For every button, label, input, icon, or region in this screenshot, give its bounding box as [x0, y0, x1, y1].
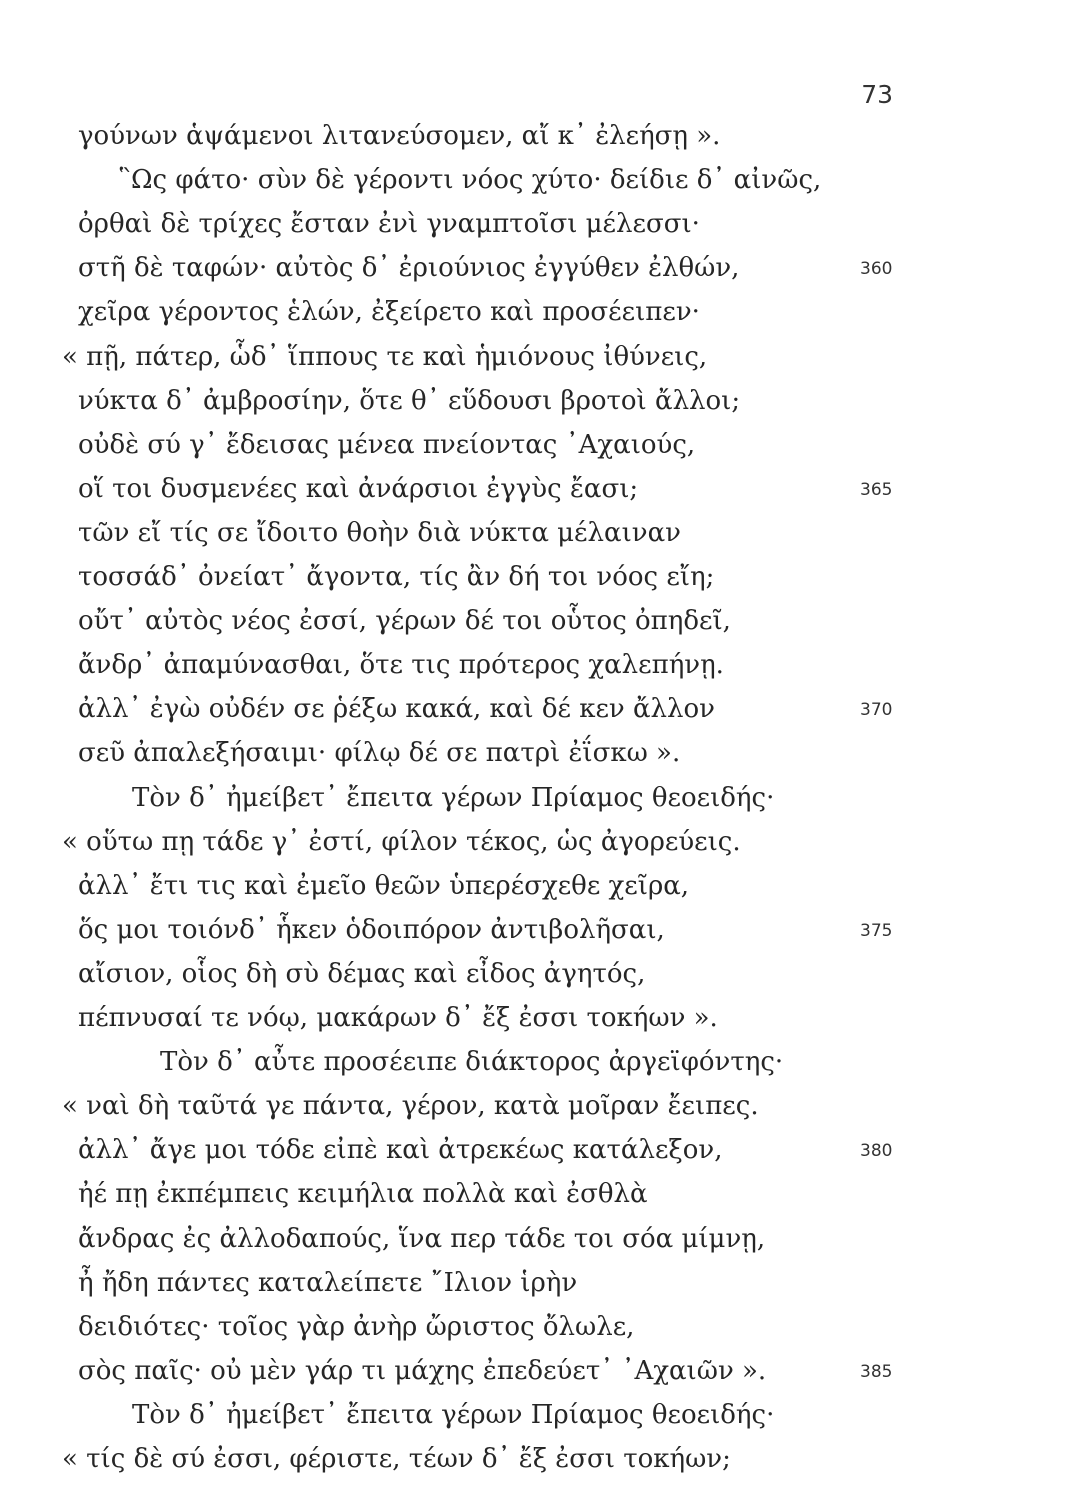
verse-line — [0, 250, 1089, 287]
verse-text: οὔτ᾿ αὐτὸς νέος ἐσσί, γέρων δέ τοι οὗτος ὀπηδεῖ, — [78, 606, 731, 637]
verse-text: σὸς παῖς· οὐ μὲν γάρ τι μάχης ἐπεδεύετ᾿ ᾿Αχαιῶν ». — [78, 1355, 767, 1386]
verse-text: δειδιότες· τοῖος γὰρ ἀνὴρ ὤριστος ὄλωλε, — [78, 1311, 635, 1342]
verse-text: Τὸν δ᾿ αὖτε προσέειπε διάκτορος ἀργεϊφόντης· — [160, 1047, 784, 1078]
verse-line — [0, 1265, 1089, 1302]
verse-line — [0, 868, 1089, 905]
verse-text: « ναὶ δὴ ταῦτά γε πάντα, γέρον, κατὰ μοῖραν ἔειπες. — [62, 1091, 759, 1122]
verse-line — [0, 339, 1089, 376]
verse-line — [0, 1441, 1089, 1478]
verse-text: οἵ τοι δυσμενέες καὶ ἀνάρσιοι ἐγγὺς ἔασι; — [78, 473, 639, 504]
verse-text: ὀρθαὶ δὲ τρίχες ἔσταν ἐνὶ γναμπτοῖσι μέλεσσι· — [78, 209, 700, 240]
verse-line — [0, 383, 1089, 420]
verse-line — [0, 427, 1089, 464]
verse-text: ὅς μοι τοιόνδ᾿ ἧκεν ὁδοιπόρον ἀντιβολῆσαι, — [78, 914, 665, 945]
page-number: 73 — [861, 80, 893, 109]
verse-line — [0, 647, 1089, 684]
verse-text: ἠέ πῃ ἐκπέμπεις κειμήλια πολλὰ καὶ ἐσθλὰ — [78, 1179, 648, 1210]
verse-text: ῝Ως φάτο· σὺν δὲ γέροντι νόος χύτο· δείδιε δ᾿ αἰνῶς, — [118, 165, 822, 196]
verse-line — [0, 1309, 1089, 1346]
verse-text: ἀλλ᾿ ἔτι τις καὶ ἐμεῖο θεῶν ὑπερέσχεθε χεῖρα, — [78, 870, 690, 901]
verse-line — [0, 294, 1089, 331]
verse-text: στῆ δὲ ταφών· αὐτὸς δ᾿ ἐριούνιος ἐγγύθεν ἐλθών, — [78, 253, 740, 284]
verse-line — [0, 1176, 1089, 1213]
verse-text: ἄνδρας ἐς ἀλλοδαπούς, ἵνα περ τάδε τοι σόα μίμνῃ, — [78, 1223, 766, 1254]
verse-text: πέπνυσαί τε νόῳ, μακάρων δ᾿ ἔξ ἐσσι τοκήων ». — [78, 1003, 718, 1033]
verse-line — [0, 471, 1089, 508]
verse-line — [0, 1044, 1089, 1081]
line-number: 365 — [860, 479, 893, 500]
verse-line — [0, 691, 1089, 728]
verse-line — [0, 515, 1089, 552]
line-number: 360 — [860, 259, 893, 280]
verse-line — [0, 1397, 1089, 1434]
verse-line — [0, 1221, 1089, 1258]
verse-line — [0, 1353, 1089, 1390]
verse-line — [0, 780, 1089, 817]
verse-line — [0, 956, 1089, 993]
verse-line — [0, 735, 1089, 772]
verse-text: νύκτα δ᾿ ἀμβροσίην, ὅτε θ᾿ εὕδουσι βροτοὶ ἄλλοι; — [78, 385, 741, 416]
verse-text: Τὸν δ᾿ ἠμείβετ᾿ ἔπειτα γέρων Πρίαμος θεοειδής· — [132, 782, 775, 813]
verse-text: ἄνδρ᾿ ἀπαμύνασθαι, ὅτε τις πρότερος χαλεπήνῃ. — [78, 650, 724, 681]
verse-text: ἀλλ᾿ ἄγε μοι τόδε εἰπὲ καὶ ἀτρεκέως κατάλεξον, — [78, 1135, 723, 1166]
verse-line — [0, 1000, 1089, 1037]
line-number: 370 — [860, 700, 893, 721]
verse-line — [0, 559, 1089, 596]
verse-line — [0, 1088, 1089, 1125]
verse-text: σεῦ ἀπαλεξήσαιμι· φίλῳ δέ σε πατρὶ ἐΐσκω ». — [78, 738, 681, 769]
verse-text: γούνων ἁψάμενοι λιτανεύσομεν, αἴ κ᾿ ἐλεήσῃ ». — [78, 121, 721, 151]
verse-line — [0, 162, 1089, 199]
verse-text: οὐδὲ σύ γ᾿ ἔδεισας μένεα πνείοντας ᾿Αχαιούς, — [78, 429, 696, 460]
verse-text: ἀλλ᾿ ἐγὼ οὐδέν σε ῥέξω κακά, καὶ δέ κεν ἄλλον — [78, 694, 715, 725]
verse-line — [0, 1132, 1089, 1169]
verse-text: Τὸν δ᾿ ἠμείβετ᾿ ἔπειτα γέρων Πρίαμος θεοειδής· — [132, 1399, 775, 1430]
verse-text: « πῇ, πάτερ, ὧδ᾿ ἵππους τε καὶ ἡμιόνους ἰθύνεις, — [62, 341, 708, 372]
verse-text: τοσσάδ᾿ ὀνείατ᾿ ἄγοντα, τίς ἂν δή τοι νόος εἴη; — [78, 562, 715, 592]
verse-text: αἴσιον, οἷος δὴ σὺ δέμας καὶ εἶδος ἀγητός, — [78, 958, 646, 989]
verse-text: « οὕτω πῃ τάδε γ᾿ ἐστί, φίλον τέκος, ὡς ἀγορεύεις. — [62, 826, 741, 857]
verse-text: « τίς δὲ σύ ἐσσι, φέριστε, τέων δ᾿ ἔξ ἐσσι τοκήων; — [62, 1444, 731, 1474]
verse-text: χεῖρα γέροντος ἑλών, ἐξείρετο καὶ προσέειπεν· — [78, 297, 700, 328]
verse-text: ἦ ἤδη πάντες καταλείπετε ῎Ιλιον ἱρὴν — [78, 1267, 578, 1298]
verse-line — [0, 912, 1089, 949]
verse-line — [0, 824, 1089, 861]
verse-line — [0, 118, 1089, 155]
verse-line — [0, 206, 1089, 243]
line-number: 385 — [860, 1361, 893, 1382]
verse-line — [0, 603, 1089, 640]
line-number: 375 — [860, 920, 893, 941]
verse-text: τῶν εἴ τίς σε ἴδοιτο θοὴν διὰ νύκτα μέλαιναν — [78, 517, 681, 548]
line-number: 380 — [860, 1141, 893, 1162]
